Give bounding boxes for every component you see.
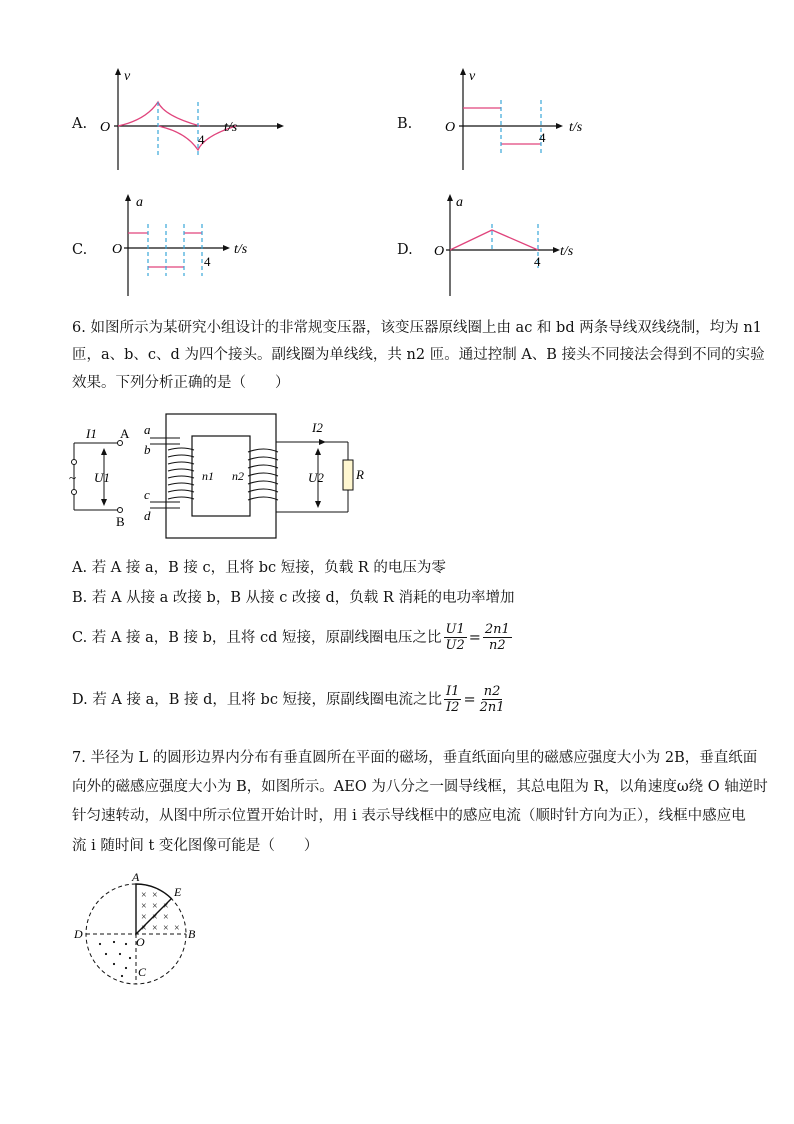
label-R: R (356, 467, 364, 482)
q6-option-d-frac-right (478, 684, 507, 715)
x-axis-arrow (223, 245, 230, 251)
resistor-R (343, 460, 353, 490)
I2-arrow (319, 439, 326, 445)
q5-option-d-letter[interactable]: D. (397, 242, 413, 258)
label-B: B (188, 927, 196, 941)
label-A: A (120, 426, 130, 441)
q7-stem-line-2: 向外的磁感应强度大小为 B，如图所示。AEO 为八分之一圆导线框，其总电阻为 R，以角速度ω绕 O 轴逆时 (72, 779, 768, 795)
tick-label: 4 (204, 254, 211, 269)
label-C: C (138, 965, 147, 979)
q6-option-d-frac-left (444, 684, 461, 715)
q6-stem-line-1: 6. 如图所示为某研究小组设计的非常规变压器，该变压器原线圈上由 ac 和 bd 两条导线双线绕制，均为 n1 (72, 320, 762, 336)
frac-denominator: 2n1 (479, 700, 505, 715)
y-axis-label: a (456, 195, 463, 210)
label-U1: U1 (94, 470, 110, 485)
x-axis-arrow (556, 123, 563, 129)
label-E: E (174, 885, 182, 899)
q5-graph-b (445, 62, 645, 172)
q5-graph-d (432, 188, 632, 298)
label-d: d (144, 508, 151, 523)
x-axis-label: t/s (224, 120, 238, 135)
svg-text:×: × (141, 912, 147, 923)
q6-stem-line-3: 效果。下列分析正确的是（ ） (72, 375, 290, 391)
terminal-top (72, 460, 77, 465)
q6-stem-line-2: 匝，a、b、c、d 为四个接头。副线圈为单线线，共 n2 匝。通过控制 A、B 接头不同接法会得到不同的实验 (72, 347, 765, 363)
q6-option-c-text: C. 若 A 接 a，B 接 b，且将 cd 短接，原副线圈电压之比 (72, 629, 442, 646)
x-axis-label: t/s (234, 242, 248, 257)
q7-stem-line-3: 针匀速转动，从图中所示位置开始计时，用 i 表示导线框中的感应电流（顺时针方向为正），线框中感应电 (72, 808, 746, 824)
circular-field-figure (70, 868, 210, 988)
svg-text:×: × (163, 912, 169, 923)
terminal-A (118, 441, 123, 446)
svg-text:×: × (141, 901, 147, 912)
q7-stem-line-1: 7. 半径为 L 的圆形边界内分布有垂直圆所在平面的磁场，垂直纸面向里的磁感应强度大小为 2B，垂直纸面 (72, 750, 758, 766)
transformer-figure (68, 410, 368, 540)
label-D: D (74, 927, 83, 941)
svg-text:×: × (174, 923, 180, 934)
q5-option-a-letter[interactable]: A. (72, 116, 88, 132)
q5-option-b-letter[interactable]: B. (397, 116, 413, 132)
equals-sign: = (468, 629, 481, 646)
q6-option-c[interactable] (72, 622, 514, 653)
U2-arrow-down (315, 501, 321, 508)
label-I2: I2 (312, 420, 323, 435)
label-A: A (132, 870, 140, 884)
q6-option-d-text: D. 若 A 接 a，B 接 d，且将 bc 短接，原副线圈电流之比 (72, 691, 443, 708)
primary-coil (168, 448, 194, 499)
label-n2: n2 (232, 469, 244, 483)
y-axis-label: v (469, 69, 476, 84)
y-axis-arrow (125, 194, 131, 201)
tick-label: 4 (534, 254, 541, 269)
q6-option-d[interactable] (72, 684, 509, 715)
x-axis-arrow (277, 123, 284, 129)
q7-stem-line-4: 流 i 随时间 t 变化图像可能是（ ） (72, 838, 319, 854)
frac-numerator: U1 (445, 622, 465, 637)
equals-sign: = (463, 691, 476, 708)
y-axis-label: v (124, 69, 131, 84)
y-axis-label: a (136, 195, 143, 210)
label-n1: n1 (202, 469, 214, 483)
label-ac-source: ~ (69, 470, 77, 485)
terminal-B (118, 508, 123, 513)
x-axis-label: t/s (560, 244, 574, 259)
y-axis-arrow (460, 68, 466, 75)
svg-text:×: × (152, 912, 158, 923)
label-O: O (136, 935, 145, 949)
svg-text:×: × (152, 901, 158, 912)
x-axis-arrow (553, 247, 560, 253)
svg-text:×: × (163, 901, 169, 912)
origin-label: O (112, 242, 123, 257)
origin-label: O (434, 244, 445, 259)
q6-option-a[interactable]: A. 若 A 接 a，B 接 c，且将 bc 短接，负载 R 的电压为零 (72, 560, 446, 576)
label-b: b (144, 442, 151, 457)
frac-numerator: I1 (446, 684, 460, 699)
frac-numerator: 2n1 (484, 622, 510, 637)
label-a: a (144, 422, 151, 437)
tick-label: 4 (539, 130, 546, 145)
svg-text:×: × (141, 923, 147, 934)
triangle-curve (450, 230, 538, 250)
q5-option-c-letter[interactable]: C. (72, 242, 88, 258)
svg-text:×: × (163, 923, 169, 934)
origin-label: O (100, 120, 111, 135)
origin-label: O (445, 120, 456, 135)
tick-label: 4 (198, 132, 205, 147)
frac-denominator: U2 (445, 638, 465, 653)
q5-graph-c (110, 188, 310, 298)
label-B: B (116, 514, 125, 529)
y-axis-arrow (115, 68, 121, 75)
svg-text:×: × (152, 923, 158, 934)
y-axis-arrow (447, 194, 453, 201)
curve-positive (118, 102, 200, 126)
frac-numerator: n2 (483, 684, 501, 699)
q6-option-c-frac-left (444, 622, 467, 653)
U1-arrow-down (101, 499, 107, 506)
frac-denominator: n2 (489, 638, 506, 653)
q6-option-b[interactable]: B. 若 A 从接 a 改接 b，B 从接 c 改接 d，负载 R 消耗的电功率增加 (72, 590, 515, 606)
svg-text:×: × (152, 890, 158, 901)
q6-option-c-frac-right (483, 622, 512, 653)
U1-arrow-up (101, 448, 107, 455)
svg-text:×: × (141, 890, 147, 901)
q5-graph-a (100, 62, 300, 172)
U2-arrow-up (315, 448, 321, 455)
label-c: c (144, 487, 150, 502)
x-axis-label: t/s (569, 120, 583, 135)
terminal-bottom (72, 490, 77, 495)
secondary-coil (248, 449, 278, 500)
label-U2: U2 (308, 470, 324, 485)
frac-denominator: I2 (446, 700, 460, 715)
label-I1: I1 (86, 426, 97, 441)
